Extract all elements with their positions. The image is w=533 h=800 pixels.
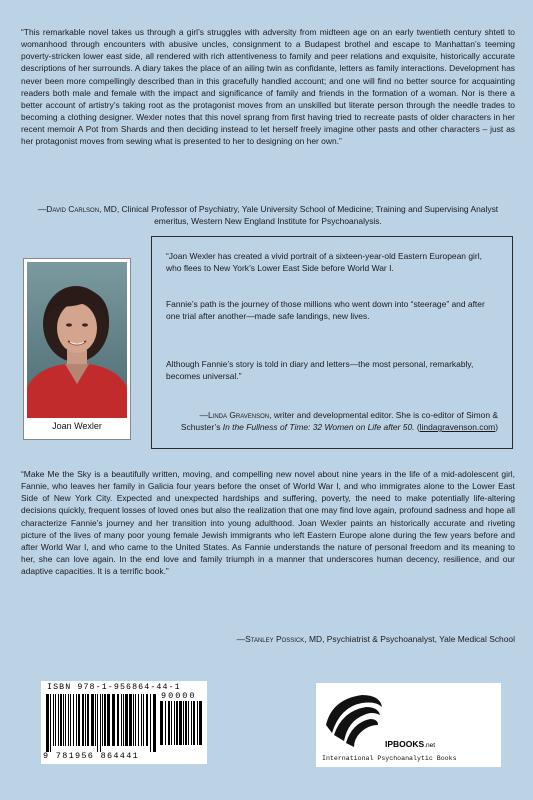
publisher-subtitle: International Psychoanalytic Books [322, 755, 457, 762]
barcode-bar [146, 694, 148, 746]
barcode-bar [125, 694, 128, 746]
ipbooks-logo-icon [322, 689, 384, 751]
barcode-bar [68, 694, 69, 746]
book-title: In the Fullness of Time: 32 Women on Life after 50. [222, 422, 415, 433]
author-photo-frame [23, 258, 131, 440]
isbn-barcode [41, 681, 207, 764]
barcode-bar [191, 701, 192, 745]
review-attribution-gravenson: —Linda Gravenson, writer and developmental editor. She is co-editor of Simon & Schuster’s In the Fullness of Time: 32 Women on Life after 50. (lindagravenson.com) [180, 410, 498, 433]
barcode-bar [76, 694, 77, 746]
barcode-bar [193, 701, 195, 745]
barcode-bar [138, 694, 139, 746]
barcode-bar [100, 694, 101, 752]
barcode-bar [117, 694, 119, 746]
barcode-bar [97, 694, 98, 752]
barcode-bar [55, 694, 56, 746]
publisher-tld: .net [424, 742, 436, 749]
link-paren-close: ) [495, 422, 498, 433]
barcode-bar [179, 701, 182, 745]
reviewer-name: Linda Gravenson [207, 410, 270, 420]
barcode-addon-bars [159, 701, 203, 751]
barcode-bar [143, 694, 144, 746]
review-quote-possick: “Make Me the Sky is a beautifully written, moving, and compelling new novel about nine years in the life of a mid-adolescent girl, Fannie, who leaves her family in Galicia four years before the onset of World War I, and who immigrates alone to the Lower East Side of New York City. Expected and unexpected hardships and suffering, poverty, the need to make potentially life-altering decisions quickly, frequent losses of loved ones but also the realization that one may find love again, profound sadness and hope all characterize Fannie’s journey and her transition into young adulthood. Joan Wexler paints an historically accurate and riveting picture of the lives of many poor young female Jewish immigrants who left Eastern Europe alone during the few years before and after World War I, and who came to the United States. As Fannie understands the nature of personal freedom and its meaning to her, she can love again. In the end love and family triumph in a manner that underscores human decency, resilience, and our adaptive capacities. It is a terrific book.” [21, 469, 515, 577]
barcode-bar [102, 694, 103, 746]
barcode-bar [63, 694, 64, 746]
barcode-bar [107, 694, 110, 746]
publisher-name [385, 739, 435, 749]
review-quote-gravenson-p2: Fannie’s path is the journey of those millions who went down into “steerage” and after one trial after another—made safe landings, new lives. [166, 299, 485, 322]
barcode-bar [58, 694, 59, 746]
barcode-bar [70, 694, 71, 746]
barcode-bar [60, 694, 62, 746]
reviewer-name: Stanley Possick [245, 634, 305, 644]
review-attribution-carlson: —David Carlson, MD, Clinical Professor of Psychiatry, Yale University School of Medicine; Training and Supervising Analyst emeritus, Western New England Institute for Psychoanalysis. [37, 204, 499, 227]
barcode-bar [135, 694, 136, 746]
barcode-bar [73, 694, 74, 746]
barcode-bar [46, 694, 49, 752]
barcode-bar [188, 701, 189, 745]
barcode-bar [160, 701, 163, 745]
publisher-name-text: IPBOOKS [385, 739, 425, 749]
barcode-bar [165, 701, 166, 745]
barcode-bar [121, 694, 122, 746]
barcode-bar [153, 694, 156, 752]
barcode-bar [87, 694, 89, 746]
barcode-addon-number: 90000 [161, 691, 197, 701]
barcode-bar [171, 701, 172, 745]
barcode-bar [174, 701, 175, 745]
reviewer-credentials: , MD, Psychiatrist & Psychoanalyst, Yale Medical School [304, 634, 515, 644]
publisher-logo-box [316, 683, 501, 767]
review-attribution-possick: —Stanley Possick, MD, Psychiatrist & Psychoanalyst, Yale Medical School [236, 634, 515, 644]
reviewer-credentials: , writer and developmental editor. She is co-editor of Simon & Schuster’s [180, 410, 498, 433]
reviewer-credentials: , MD, Clinical Professor of Psychiatry, Yale University School of Medicine; Training and Supervising Analyst emeritus, Western New England Institute for Psychoanalysis. [99, 204, 499, 227]
barcode-bar [78, 694, 80, 746]
review-box-gravenson [151, 236, 513, 449]
barcode-bar [65, 694, 66, 746]
barcode-bar [197, 701, 198, 745]
barcode-bar [112, 694, 115, 746]
barcode-bar [133, 694, 134, 746]
author-photo [27, 262, 127, 418]
link-paren-open: ( [414, 422, 420, 433]
website-link[interactable]: lindagravenson.com [419, 422, 496, 433]
barcode-bar [183, 701, 184, 745]
barcode-bar [141, 694, 142, 746]
barcode-bar [150, 694, 151, 752]
ean-number: 9 781956 864441 [43, 751, 140, 761]
isbn-label: ISBN 978-1-956864-44-1 [47, 683, 181, 692]
barcode-bar [185, 701, 187, 745]
barcode-bar [199, 701, 202, 745]
barcode-bar [176, 701, 178, 745]
barcode-bar [95, 694, 96, 746]
review-quote-carlson: “This remarkable novel takes us through a girl’s struggles with adversity from midteen age on an early twentieth century shtetl to womanhood through encounters with abusive uncles, consignment to a Budapest brothel and escape to Manhattan’s teeming poverty-stricken lower east side, all rendered with rich attentiveness to family and peer relations and exquisite, historically accurate descriptions of her surrounds. A diary takes the place of an ailing twin as confidante, letters as family interactions. Development has never been more compellingly described than in this gracefully handled account; and one will find no better source for acquainting readers both male and female with the impact and significance of family and friends in the formation of a woman. Nor is there a better account of artistry’s taking root as the protagonist moves from an unskilled but literate person through the needle trades to becoming a clothing designer. Wexler notes that this novel sprang from first having tried to recreate pasts of older characters in her recent memoir A Pot from Shards and then deciding instead to let herself freely imagine other pasts and other characters – just as her protagonist moves from sewing what is presented to her to designing on her own.” [21, 27, 515, 147]
reviewer-name: David Carlson [46, 204, 100, 214]
author-portrait-illustration [27, 262, 127, 418]
barcode-bar [50, 694, 51, 752]
barcode-bar [104, 694, 106, 746]
barcode-bar [53, 694, 54, 746]
barcode-bar [123, 694, 124, 746]
barcode-bars [45, 694, 157, 752]
barcode-bar [129, 694, 132, 746]
barcode-bar [85, 694, 86, 746]
author-photo-caption: Joan Wexler [52, 421, 102, 431]
barcode-bar [91, 694, 94, 746]
review-quote-gravenson-p1: “Joan Wexler has created a vivid portrait of a sixteen-year-old Eastern European girl, who flees to New York’s Lower East Side before World War I. [166, 251, 482, 274]
barcode-bar [82, 694, 84, 746]
review-quote-gravenson-p3: Although Fannie’s story is told in diary and letters—the most personal, remarkably, becomes universal.” [166, 359, 474, 382]
barcode-bar [168, 701, 170, 745]
